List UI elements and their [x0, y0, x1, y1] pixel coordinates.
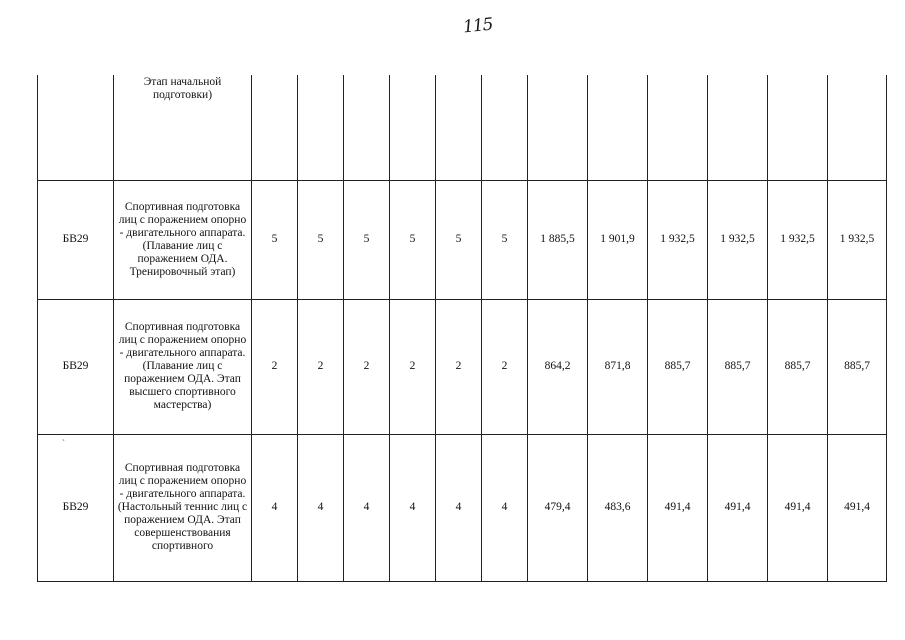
amount-cell: 885,7: [648, 299, 708, 434]
amount-cell: 1 932,5: [648, 180, 708, 299]
row-code-cell: БВ29: [38, 299, 114, 434]
count-cell: 5: [436, 180, 482, 299]
amount-cell: 491,4: [828, 434, 887, 581]
count-cell: [252, 75, 298, 180]
count-cell: 2: [344, 299, 390, 434]
amount-cell: [768, 75, 828, 180]
row-description-cell: Спортивная подготовка лиц с поражением опорно - двигательного аппарата. (Плавание лиц с поражением ОДА. Тренировочный этап): [114, 180, 252, 299]
table-row: [38, 180, 887, 299]
count-cell: 2: [436, 299, 482, 434]
amount-cell: 885,7: [828, 299, 887, 434]
amount-cell: 1 932,5: [828, 180, 887, 299]
amount-cell: 1 885,5: [528, 180, 588, 299]
row-code-cell: БВ29: [38, 434, 114, 581]
count-cell: 4: [252, 434, 298, 581]
row-description-cell: Спортивная подготовка лиц с поражением опорно - двигательного аппарата. (Настольный теннис лиц с поражением ОДА. Этап совершенствования спортивного: [114, 434, 252, 581]
row-code-cell: БВ29: [38, 180, 114, 299]
count-cell: 2: [390, 299, 436, 434]
count-cell: [298, 75, 344, 180]
count-cell: [390, 75, 436, 180]
amount-cell: 1 901,9: [588, 180, 648, 299]
count-cell: 4: [344, 434, 390, 581]
count-cell: 4: [482, 434, 528, 581]
count-cell: 5: [298, 180, 344, 299]
count-cell: 5: [252, 180, 298, 299]
count-cell: [482, 75, 528, 180]
count-cell: 4: [298, 434, 344, 581]
amount-cell: 491,4: [768, 434, 828, 581]
amount-cell: 483,6: [588, 434, 648, 581]
amount-cell: 479,4: [528, 434, 588, 581]
scan-speck: `: [62, 438, 65, 448]
budget-table: [37, 75, 887, 582]
amount-cell: 1 932,5: [768, 180, 828, 299]
row-code-cell: [38, 75, 114, 180]
table-row: [38, 434, 887, 581]
amount-cell: 871,8: [588, 299, 648, 434]
amount-cell: 864,2: [528, 299, 588, 434]
count-cell: 2: [482, 299, 528, 434]
table-row: [38, 299, 887, 434]
page-number: 115: [462, 14, 494, 38]
amount-cell: 491,4: [648, 434, 708, 581]
row-description-cell: Этап начальной подготовки): [114, 75, 252, 180]
count-cell: 4: [390, 434, 436, 581]
amount-cell: [528, 75, 588, 180]
amount-cell: 885,7: [708, 299, 768, 434]
amount-cell: 491,4: [708, 434, 768, 581]
row-description-cell: Спортивная подготовка лиц с поражением опорно - двигательного аппарата. (Плавание лиц с поражением ОДА. Этап высшего спортивного мастерства): [114, 299, 252, 434]
count-cell: 5: [482, 180, 528, 299]
count-cell: 2: [298, 299, 344, 434]
count-cell: [344, 75, 390, 180]
amount-cell: 885,7: [768, 299, 828, 434]
count-cell: 5: [390, 180, 436, 299]
amount-cell: [588, 75, 648, 180]
count-cell: 5: [344, 180, 390, 299]
amount-cell: 1 932,5: [708, 180, 768, 299]
amount-cell: [828, 75, 887, 180]
count-cell: [436, 75, 482, 180]
amount-cell: [708, 75, 768, 180]
count-cell: 2: [252, 299, 298, 434]
amount-cell: [648, 75, 708, 180]
table-row: [38, 75, 887, 180]
count-cell: 4: [436, 434, 482, 581]
